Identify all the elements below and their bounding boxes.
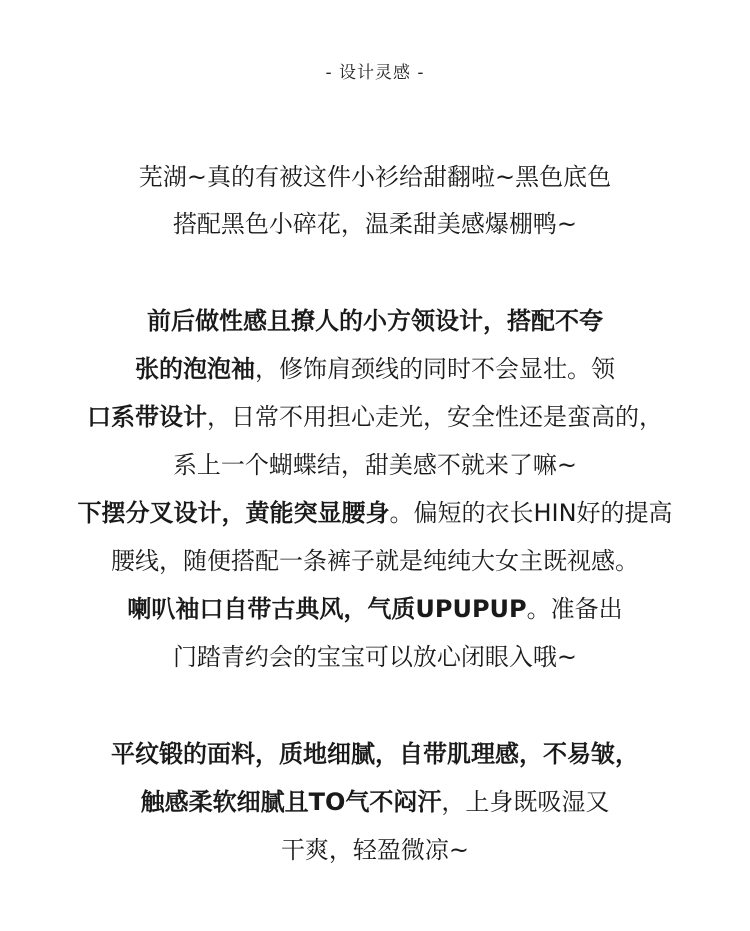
bold-text: 张的泡泡袖 xyxy=(135,355,255,383)
text-line xyxy=(0,787,750,817)
text-line: 腰线，随便搭配一条裤子就是纯纯大女主既视感。 xyxy=(111,547,639,575)
text-line: 门踏青约会的宝宝可以放心闭眼入哦~ xyxy=(172,643,578,671)
text-line: 干爽，轻盈微凉~ xyxy=(280,836,470,864)
text-line: 搭配黑色小碎花，温柔甜美感爆棚鸭~ xyxy=(172,210,578,238)
text-line xyxy=(0,594,750,624)
text-line: 系上一个蝴蝶结，甜美感不就来了嘛~ xyxy=(172,451,578,479)
text-line: 前后做性感且撩人的小方领设计，搭配不夸 xyxy=(147,307,603,335)
text-line xyxy=(0,354,750,384)
regular-text: 。准备出 xyxy=(526,595,623,623)
section-heading: - 设计灵感 - xyxy=(325,63,425,83)
bold-text: 下摆分叉设计，黄能突显腰身 xyxy=(77,499,390,527)
regular-text: ，修饰肩颈线的同时不会显壮。领 xyxy=(255,355,615,383)
bold-text: 触感柔软细腻且TO气不闷汗 xyxy=(140,788,442,816)
regular-text: ，日常不用担心走光，安全性还是蛮高的， xyxy=(207,403,663,431)
bold-text: 喇叭袖口自带古典风，气质UPUPUP xyxy=(127,595,527,623)
text-line: 芜湖~真的有被这件小衫给甜翻啦~黑色底色 xyxy=(138,163,612,191)
text-line xyxy=(0,498,750,528)
bold-text: 口系带设计 xyxy=(87,403,207,431)
regular-text: 。偏短的衣长HIN好的提高 xyxy=(389,499,673,527)
regular-text: ，上身既吸湿又 xyxy=(441,788,610,816)
text-line: 平纹锻的面料，质地细腻，自带肌理感，不易皱， xyxy=(111,740,639,768)
text-line xyxy=(0,402,750,432)
